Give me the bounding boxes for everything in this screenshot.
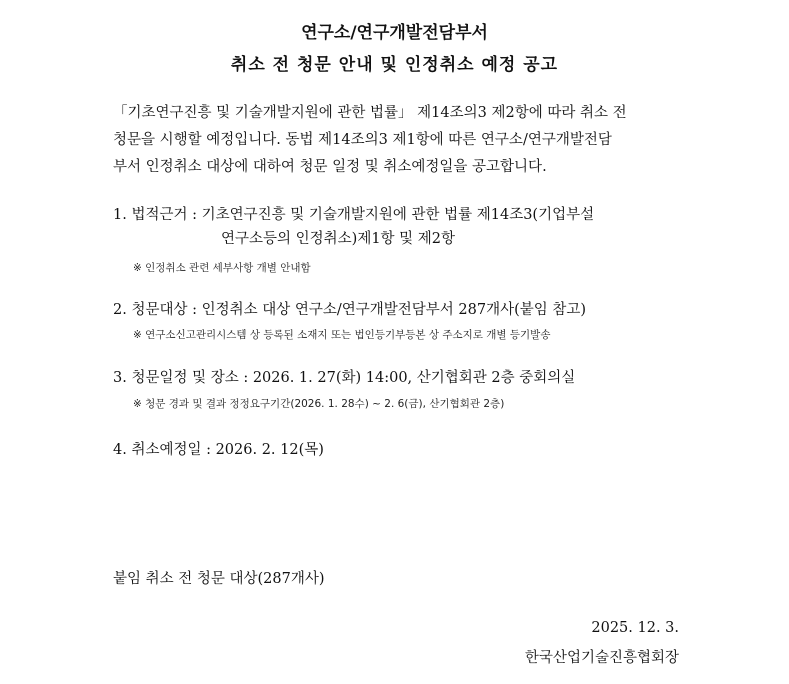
intro-line: 부서 인정취소 대상에 대하여 청문 일정 및 취소예정일을 공고합니다.	[113, 159, 547, 175]
attachment-line: 붙임 취소 전 청문 대상(287개사)	[113, 571, 325, 587]
document-title-line2: 취소 전 청문 안내 및 인정취소 예정 공고	[230, 55, 559, 75]
issuer-name: 한국산업기술진흥협회장	[524, 650, 679, 666]
document-title-line1: 연구소/연구개발전담부서	[301, 23, 488, 43]
item-hearing-target-note: ※ 연구소신고관리시스템 상 등록된 소재지 또는 법인등기부등본 상 주소지로 개별 등기발송	[133, 329, 551, 341]
item-hearing-target	[113, 298, 703, 322]
item-hearing-schedule	[113, 366, 703, 390]
item-hearing-target-line1: 2. 청문대상 : 인정취소 대상 연구소/연구개발전담부서 287개사(붙임 참고)	[113, 302, 587, 318]
item-cancel-date-line1: 4. 취소예정일 : 2026. 2. 12(목)	[113, 442, 324, 458]
item-legal-basis-note: ※ 인정취소 관련 세부사항 개별 안내함	[133, 262, 311, 274]
item-hearing-schedule-note: ※ 청문 경과 및 결과 정정요구기간(2026. 1. 28수) ~ 2. 6(금), 산기협회관 2층)	[133, 398, 505, 410]
intro-line: 「기초연구진흥 및 기술개발지원에 관한 법률」 제14조의3 제2항에 따라 취소 전	[113, 105, 627, 121]
notice-date: 2025. 12. 3.	[591, 620, 679, 636]
intro-line: 청문을 시행할 예정입니다. 동법 제14조의3 제1항에 따른 연구소/연구개발전담	[113, 132, 612, 148]
intro-paragraph	[113, 100, 693, 181]
item-legal-basis-line1: 1. 법적근거 : 기초연구진흥 및 기술개발지원에 관한 법률 제14조3(기업부설	[113, 207, 595, 223]
item-legal-basis	[113, 203, 703, 251]
item-legal-basis-line2: 연구소등의 인정취소)제1항 및 제2항	[221, 231, 456, 247]
item-hearing-schedule-line1: 3. 청문일정 및 장소 : 2026. 1. 27(화) 14:00, 산기협회관 2층 중회의실	[113, 370, 576, 386]
item-cancel-date	[113, 438, 703, 462]
